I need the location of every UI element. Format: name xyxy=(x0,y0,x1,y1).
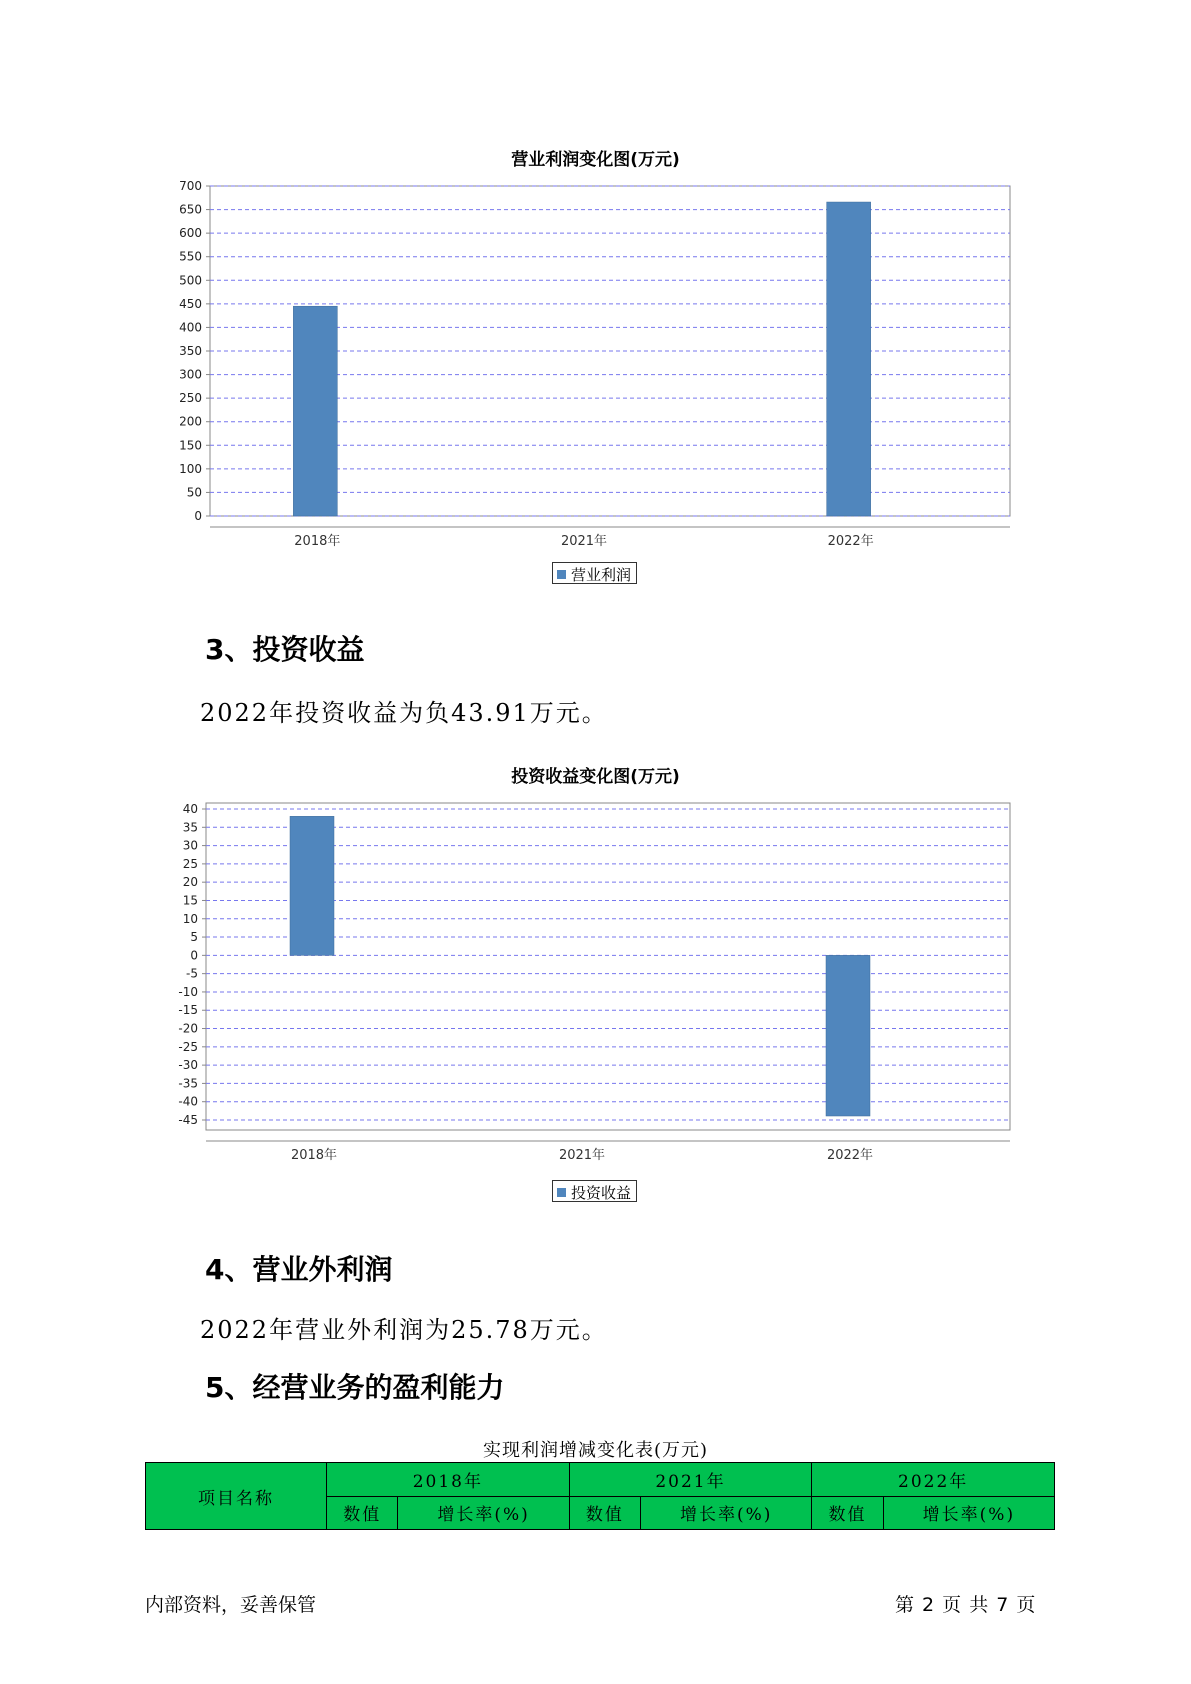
col-year-2021: 2021年 xyxy=(569,1463,812,1497)
chart1-legend-label: 营业利润 xyxy=(571,566,632,584)
col-2021-rate: 增长率(%) xyxy=(641,1496,812,1530)
y-tick-label: 0 xyxy=(190,948,198,963)
chart2-title: 投资收益变化图(万元) xyxy=(511,767,680,787)
y-tick-label: 100 xyxy=(179,461,202,476)
y-tick-label: 200 xyxy=(179,414,202,429)
y-tick-label: 550 xyxy=(179,249,202,264)
table-caption: 实现利润增减变化表(万元) xyxy=(482,1440,709,1461)
y-tick-label: 250 xyxy=(179,391,202,406)
x-tick-label: 2021年 xyxy=(558,1148,606,1163)
y-tick-label: -40 xyxy=(178,1094,198,1109)
y-tick-label: 650 xyxy=(179,202,202,217)
y-tick-label: 15 xyxy=(182,893,198,908)
x-tick-label: 2018年 xyxy=(290,1148,338,1163)
chart2-legend xyxy=(552,1180,637,1202)
y-tick-label: 150 xyxy=(179,438,202,453)
y-tick-label: -15 xyxy=(178,1003,198,1018)
bar-2018年 xyxy=(290,816,334,955)
bar-2022年 xyxy=(826,955,870,1116)
section4-heading: 4、营业外利润 xyxy=(205,1253,393,1286)
y-tick-label: 25 xyxy=(182,856,198,871)
y-tick-label: 5 xyxy=(190,930,198,945)
y-tick-label: 400 xyxy=(179,320,202,335)
section3-text: 2022年投资收益为负43.91万元。 xyxy=(200,699,608,727)
table-header-row xyxy=(146,1463,1055,1497)
x-tick-label: 2018年 xyxy=(294,534,341,549)
x-tick-label: 2021年 xyxy=(560,534,608,549)
chart2-legend-label: 投资收益 xyxy=(571,1184,632,1202)
y-tick-label: 30 xyxy=(182,838,198,853)
col-year-2018: 2018年 xyxy=(327,1463,570,1497)
x-tick-label: 2022年 xyxy=(827,534,874,549)
y-tick-label: 350 xyxy=(179,344,202,358)
col-2018-rate: 增长率(%) xyxy=(398,1496,569,1530)
y-tick-label: 700 xyxy=(179,179,202,193)
y-tick-label: 10 xyxy=(182,911,198,926)
y-tick-label: -20 xyxy=(178,1021,198,1036)
y-tick-label: 40 xyxy=(182,802,198,816)
y-tick-label: 35 xyxy=(182,820,198,835)
col-2018-value: 数值 xyxy=(327,1496,398,1530)
col-2022-rate: 增长率(%) xyxy=(883,1496,1054,1530)
footer-confidential: 内部资料，妥善保管 xyxy=(145,1594,317,1616)
y-tick-label: 600 xyxy=(179,226,202,241)
y-tick-label: 450 xyxy=(179,296,202,311)
section4-text: 2022年营业外利润为25.78万元。 xyxy=(200,1316,608,1344)
x-tick-label: 2022年 xyxy=(826,1148,874,1163)
footer-page-number: 第 2 页 共 7 页 xyxy=(895,1594,1037,1616)
y-tick-label: 50 xyxy=(186,485,202,500)
col-item-name: 项目名称 xyxy=(146,1463,327,1530)
y-tick-label: 300 xyxy=(179,367,202,382)
section3-heading: 3、投资收益 xyxy=(205,633,365,666)
chart1-title: 营业利润变化图(万元) xyxy=(511,150,680,170)
y-tick-label: -5 xyxy=(186,966,198,981)
y-tick-label: 20 xyxy=(182,875,198,890)
y-tick-label: 0 xyxy=(194,509,202,523)
section5-heading: 5、经营业务的盈利能力 xyxy=(205,1371,505,1404)
y-tick-label: -45 xyxy=(178,1113,198,1127)
y-tick-label: -10 xyxy=(178,984,198,999)
col-2021-value: 数值 xyxy=(569,1496,640,1530)
y-tick-label: -35 xyxy=(178,1076,198,1091)
y-tick-label: -30 xyxy=(178,1058,198,1073)
y-tick-label: 500 xyxy=(179,273,202,288)
col-year-2022: 2022年 xyxy=(812,1463,1055,1497)
legend-swatch-icon xyxy=(557,1188,566,1197)
profit-change-table xyxy=(145,1462,1055,1530)
col-2022-value: 数值 xyxy=(812,1496,883,1530)
y-tick-label: -25 xyxy=(178,1039,198,1054)
